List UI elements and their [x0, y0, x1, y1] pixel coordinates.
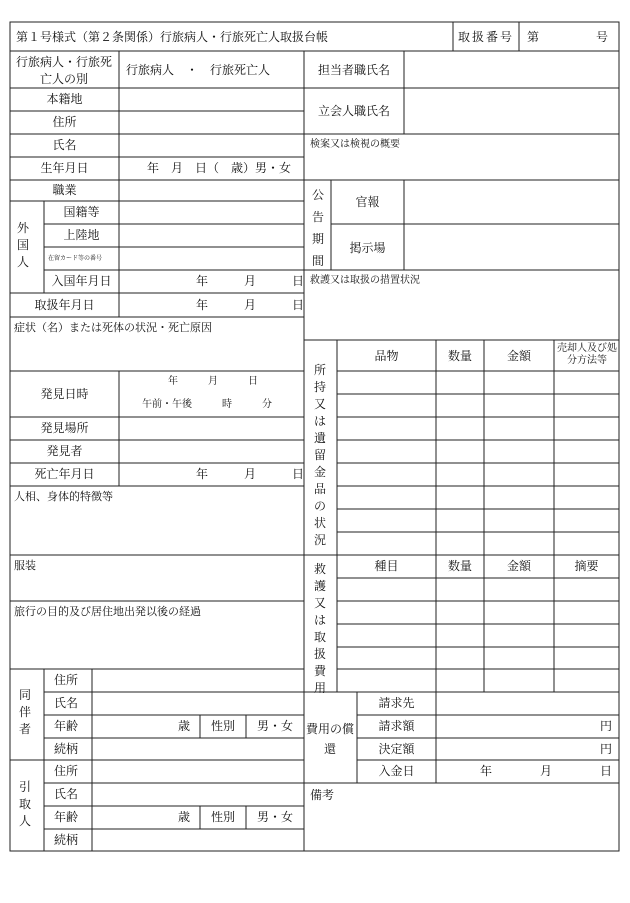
receiver-jusho-label: 住所	[54, 764, 79, 778]
seikyugaku-label: 請求額	[378, 719, 415, 733]
shoji-label: 所持又は遺留金品の状況	[313, 363, 326, 547]
companion-jusho-label: 住所	[54, 673, 79, 687]
cost-header-kingaku: 金額	[506, 559, 531, 573]
kanpo-label: 官報	[355, 195, 380, 209]
kyugo-label: 救護又は取扱の措置状況	[310, 275, 420, 286]
receiver-shimei-label: 氏名	[54, 787, 79, 801]
shibo-date-label: 死亡年月日	[34, 467, 95, 481]
nyukoku-value: 年 月 日	[196, 274, 305, 288]
companion-seibetsu-label: 性別	[210, 719, 235, 733]
cost-header-suryo: 数量	[447, 559, 472, 573]
nyukin-value: 年 月 日	[480, 764, 613, 778]
receiver-zokugara-label: 続柄	[54, 833, 79, 847]
seikyusaki-label: 請求先	[378, 696, 415, 710]
companion-zokugara-label: 続柄	[54, 742, 79, 756]
companion-shimei-label: 氏名	[54, 696, 79, 710]
companion-title: 同伴者	[18, 688, 31, 736]
type-value: 行旅病人 ・ 行旅死亡人	[126, 63, 271, 77]
symptom-label: 症状（名）または死体の状況・死亡原因	[14, 321, 212, 334]
honseki-label: 本籍地	[46, 92, 83, 106]
number-label: 取扱番号	[457, 30, 514, 44]
number-prefix: 第	[527, 30, 540, 44]
hakkensha-label: 発見者	[46, 444, 83, 458]
number-suffix: 号	[596, 30, 609, 44]
atsukai-date-value: 年 月 日	[196, 298, 305, 312]
items-header-suryo: 数量	[447, 349, 472, 363]
kenan-label: 検案又は検視の概要	[310, 139, 400, 150]
ryoko-label: 旅行の目的及び居住地出発以後の経過	[14, 605, 201, 618]
kettei-label: 決定額	[378, 742, 415, 756]
koukoku-label: 公告期間	[311, 188, 324, 268]
cost-header-shumoku: 種目	[374, 559, 399, 573]
hakken-time-value: 午前・午後 時 分	[142, 399, 272, 410]
shokugyo-label: 職業	[52, 183, 77, 197]
shibo-date-value: 年 月 日	[196, 467, 305, 481]
tanto-label: 担当者職氏名	[317, 63, 390, 77]
birth-value: 年 月 日（ 歳）男・女	[147, 161, 292, 175]
hakken-date-value: 年 月 日	[168, 376, 258, 387]
jorikuchi-label: 上陸地	[63, 228, 100, 242]
items-header-shinamono: 品物	[374, 349, 399, 363]
fukuso-label: 服装	[14, 559, 36, 572]
receiver-nenrei-label: 年齢	[54, 810, 79, 824]
hakken-basho-label: 発見場所	[40, 421, 89, 435]
hakken-nichiji-label: 発見日時	[40, 387, 89, 401]
biko-label: 備考	[310, 788, 335, 802]
items-header-shobun: 売却人及び処分方法等	[557, 343, 617, 366]
kyugo-hiyo-label: 救護又は取扱費用	[313, 562, 326, 695]
seikyugaku-yen: 円	[600, 719, 613, 733]
kettei-yen: 円	[600, 742, 613, 756]
nyukoku-label: 入国年月日	[51, 274, 112, 288]
companion-sai: 歳	[178, 719, 191, 733]
foreigner-label: 外国人	[16, 221, 29, 269]
receiver-title: 引取人	[18, 780, 31, 828]
type-label: 行旅病人・行旅死亡人の別	[15, 55, 112, 86]
companion-nenrei-label: 年齢	[54, 719, 79, 733]
jusho-label: 住所	[52, 115, 77, 129]
receiver-sex-value: 男・女	[256, 810, 293, 824]
keiji-label: 掲示場	[349, 241, 386, 255]
receiver-sai: 歳	[178, 810, 191, 824]
atsukai-date-label: 取扱年月日	[34, 298, 95, 312]
shimei-label: 氏名	[52, 138, 77, 152]
receiver-seibetsu-label: 性別	[210, 810, 235, 824]
cost-header-tekiyo: 摘要	[574, 559, 599, 573]
tachiai-label: 立会人職氏名	[317, 104, 390, 118]
nyukin-label: 入金日	[378, 764, 415, 778]
form-title: 第１号様式（第２条関係）行旅病人・行旅死亡人取扱台帳	[16, 30, 329, 44]
birth-label: 生年月日	[40, 161, 89, 175]
jinso-label: 人相、身体的特徴等	[14, 490, 113, 503]
card-no-label: 在留カード等の番号	[48, 255, 103, 262]
kokuseki-label: 国籍等	[63, 205, 100, 219]
shokan-label: 費用の償還	[306, 722, 355, 756]
companion-sex-value: 男・女	[256, 719, 293, 733]
items-header-kingaku: 金額	[506, 349, 531, 363]
